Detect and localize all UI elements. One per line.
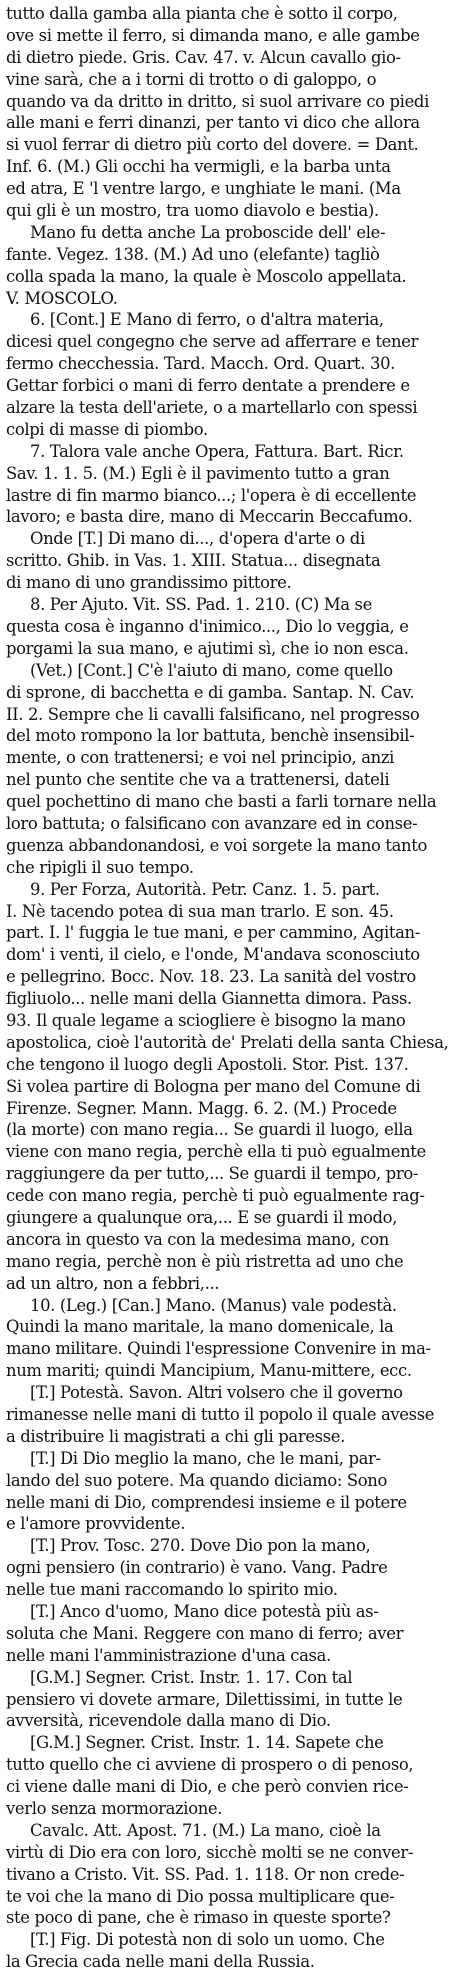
text-line: mano militare. Quindi l'espressione Convenire in ma- (6, 1339, 431, 1359)
text-line: tivano a Cristo. Vit. SS. Pad. 1. 118. Or non crede- (6, 1864, 405, 1884)
text-line: a distribuire li magistrati a chi gli paresse. (6, 1426, 346, 1446)
text-line: num mariti; quindi Mancipium, Manu-mittere, ecc. (6, 1361, 412, 1381)
text-line: [G.M.] Segner. Crist. Instr. 1. 17. Con tal (30, 1667, 353, 1687)
text-line: [T.] Potestà. Savon. Altri volsero che il governo (30, 1383, 403, 1403)
text-line: dicesi quel congegno che serve ad afferrare e tener (6, 332, 419, 352)
text-line: apostolica, cioè l'autorità de' Prelati della santa Chiesa, (6, 1032, 449, 1052)
text-line: porgami la sua mano, e ajutimi sì, che io non esca. (6, 638, 409, 658)
text-line: alle mani e ferri dinanzi, per tanto vi dico che allora (6, 113, 420, 133)
text-line: (la morte) con mano regia... Se guardi il luogo, ella (6, 1120, 413, 1140)
text-line: questa cosa è inganno d'inimico..., Dio lo veggia, e (6, 616, 409, 636)
text-line: 10. (Leg.) [Can.] Mano. (Manus) vale podestà. (30, 1295, 397, 1315)
text-line: ogni pensiero (in contrario) è vano. Vang. Padre (6, 1558, 388, 1578)
text-line: che tengono il luogo degli Apostoli. Stor. Pist. 137. (6, 1054, 409, 1074)
text-line: Onde [T.] Di mano di..., d'opera d'arte o di (30, 529, 365, 549)
text-line: [T.] Fig. Di potestà non di solo un uomo. Che (30, 1930, 385, 1950)
text-line: cede con mano regia, perchè ti può egualmente rag- (6, 1186, 425, 1206)
text-line: quando va da dritto in dritto, si suol arrivare co piedi (6, 91, 429, 111)
text-line: loro battuta; o falsificano con avanzare ed in conse- (6, 813, 418, 833)
text-line: e l'amore provvidente. (6, 1514, 186, 1534)
text-line: te voi che la mano di Dio possa multiplicare que- (6, 1886, 395, 1906)
text-line: la Grecia cada nelle mani della Russia. (6, 1952, 315, 1972)
text-line: II. 2. Sempre che li cavalli falsificano, nel progresso (6, 704, 420, 724)
text-line: vine sarà, che a i torni di trotto o di galoppo, o (6, 69, 377, 89)
text-line: nelle mani l'amministrazione d'una casa. (6, 1645, 331, 1665)
text-line: di sprone, di bacchetta e di gamba. Santap. N. Cav. (6, 682, 415, 702)
text-line: qui gli è un mostro, tra uomo diavolo e bestia). (6, 201, 379, 221)
text-line: part. I. l' fuggia le tue mani, e per cammino, Agitan- (6, 923, 420, 943)
text-line: verlo senza mormorazione. (6, 1799, 223, 1819)
text-line: mente, o con trattenersi; e voi nel principio, anzi (6, 748, 395, 768)
text-line: e pellegrino. Bocc. Nov. 18. 23. La sanità del vostro (6, 967, 416, 987)
text-line: guenza abbandonandosi, e voi sorgete la mano tanto (6, 835, 428, 855)
text-line: nelle tue mani raccomando lo spirito mio. (6, 1580, 338, 1600)
text-line: si vuol ferrar di dietro più corto del dovere. = Dant. (6, 135, 419, 155)
text-line: raggiungere da per tutto,... Se guardi il tempo, pro- (6, 1164, 419, 1184)
text-line: 9. Per Forza, Autorità. Petr. Canz. 1. 5. part. (30, 879, 380, 899)
text-line: di mano di uno grandissimo pittore. (6, 573, 292, 593)
text-line: ed atra, E 'l ventre largo, e unghiate le mani. (Ma (6, 179, 401, 199)
text-line: avversità, ricevendole dalla mano di Dio. (6, 1711, 331, 1731)
text-line: 93. Il quale legame a sciogliere è bisogno la mano (6, 1010, 406, 1030)
text-line: nelle mani di Dio, comprendesi insieme e il potere (6, 1492, 407, 1512)
text-line: Inf. 6. (M.) Gli occhi ha vermigli, e la barba unta (6, 157, 391, 177)
text-line: soluta che Mani. Reggere con mano di ferro; aver (6, 1623, 404, 1643)
text-line: Gettar forbici o mani di ferro dentate a prendere e (6, 376, 410, 396)
text-line: Mano fu detta anche La proboscide dell' ele- (30, 222, 386, 242)
text-line: di dietro piede. Gris. Cav. 47. v. Alcun cavallo gio- (6, 47, 401, 67)
text-line: dom' i venti, il cielo, e l'onde, M'andava sconosciuto (6, 945, 420, 965)
text-line: [T.] Prov. Tosc. 270. Dove Dio pon la mano, (30, 1536, 371, 1556)
text-line: alzare la testa dell'ariete, o a martellarlo con spessi (6, 398, 418, 418)
text-line: colpi di masse di piombo. (6, 419, 208, 439)
text-line: ove si mette il ferro, si dimanda mano, e alle gambe (6, 25, 420, 45)
text-line: 7. Talora vale anche Opera, Fattura. Bart. Ricr. (30, 441, 404, 461)
text-line: Sav. 1. 1. 5. (M.) Egli è il pavimento tutto a gran (6, 463, 390, 483)
text-line: tutto dalla gamba alla pianta che è sotto il corpo, (6, 4, 398, 23)
text-line: del moto rompono la lor battuta, benchè insensibil- (6, 726, 415, 746)
text-line: V. MOSCOLO. (6, 288, 118, 308)
text-line: scritto. Ghib. in Vas. 1. XIII. Statua... disegnata (6, 551, 381, 571)
text-line: ad un altro, non a febbri,... (6, 1273, 220, 1293)
text-line: mano regia, perchè non è più ristretta ad uno che (6, 1251, 404, 1271)
text-line: Cavalc. Att. Apost. 71. (M.) La mano, cioè la (30, 1820, 381, 1840)
text-line: lavoro; e basta dire, mano di Meccarin Beccafumo. (6, 507, 413, 527)
text-line: [T.] Anco d'uomo, Mano dice potestà più as- (30, 1602, 379, 1622)
text-line: [G.M.] Segner. Crist. Instr. 1. 14. Sapete che (30, 1733, 384, 1753)
text-line: colla spada la mano, la quale è Moscolo appellata. (6, 266, 407, 286)
text-line: ste poco di pane, che è rimaso in queste sporte? (6, 1908, 391, 1928)
text-line: [T.] Di Dio meglio la mano, che le mani, par- (30, 1448, 381, 1468)
text-line: fermo checchessia. Tard. Macch. Ord. Quart. 30. (6, 354, 396, 374)
text-line: Quindi la mano maritale, la mano domenicale, la (6, 1317, 394, 1337)
text-line: Si volea partire di Bologna per mano del Comune di (6, 1076, 421, 1096)
text-line: Firenze. Segner. Mann. Magg. 6. 2. (M.) Procede (6, 1098, 397, 1118)
text-line: lastre di fin marmo bianco...; l'opera è di eccellente (6, 485, 417, 505)
text-line: viene con mano regia, perchè ella ti può egualmente (6, 1142, 426, 1162)
text-line: 6. [Cont.] E Mano di ferro, o d'altra materia, (30, 310, 384, 330)
text-line: I. Nè tacendo potea di sua man trarlo. E son. 45. (6, 901, 394, 921)
text-line: lando del suo potere. Ma quando diciamo: Sono (6, 1470, 387, 1490)
text-line: giungere a qualunque ora,... E se guardi il modo, (6, 1207, 398, 1227)
text-line: quel pochettino di mano che basti a farli tornare nella (6, 792, 437, 812)
text-line: virtù di Dio era con loro, sicchè molti se ne conver- (6, 1842, 414, 1862)
text-line: nel punto che sentite che va a trattenersi, dateli (6, 770, 390, 790)
text-line: fante. Vegez. 138. (M.) Ad uno (elefante) tagliò (6, 244, 380, 264)
text-line: ci viene dalle mani di Dio, e che però convien rice- (6, 1777, 409, 1797)
text-line: ancora in questo va con la medesima mano, con (6, 1229, 389, 1249)
text-line: rimanesse nelle mani di tutto il popolo il quale avesse (6, 1405, 435, 1424)
text-line: pensiero vi dovete armare, Dilettissimi, in tutte le (6, 1689, 403, 1709)
text-line: (Vet.) [Cont.] C'è l'aiuto di mano, come quello (30, 660, 393, 680)
text-line: figliuolo... nelle mani della Giannetta dimora. Pass. (6, 989, 412, 1009)
text-line: 8. Per Ajuto. Vit. SS. Pad. 1. 210. (C) Ma se (30, 595, 372, 615)
text-line: che ripigli il suo tempo. (6, 857, 194, 877)
text-line: tutto quello che ci avviene di prospero o di penoso, (6, 1755, 414, 1775)
